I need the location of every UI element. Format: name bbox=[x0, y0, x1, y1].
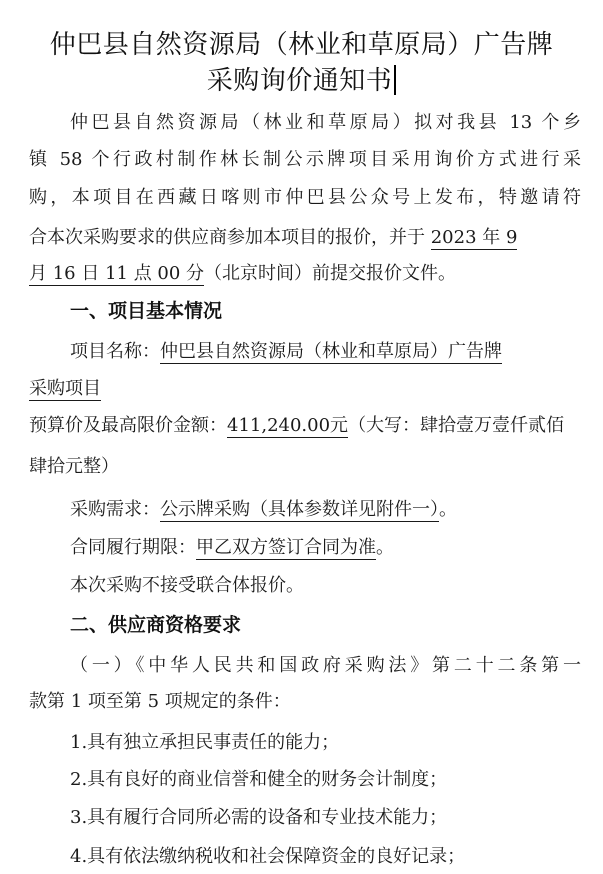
period-label: 合同履行期限： bbox=[70, 537, 196, 558]
section2-heading: 二、供应商资格要求 bbox=[70, 614, 242, 636]
demand-line bbox=[70, 498, 457, 522]
budget-caps: （大写：肆拾壹万壹仟贰佰 bbox=[348, 415, 565, 436]
period-end: 。 bbox=[376, 537, 394, 558]
deadline-date-part1: 2023 年 9 bbox=[430, 227, 518, 248]
intro-line-2: 镇 58 个行政村制作林长制公示牌项目采用询价方式进行采 bbox=[29, 149, 581, 170]
document-title-line2 bbox=[0, 60, 603, 97]
qualification-item-2: 2.具有良好的商业信誉和健全的财务会计制度； bbox=[70, 769, 448, 790]
project-name-line-2 bbox=[29, 377, 101, 401]
qualification-item-3: 3.具有履行合同所必需的设备和专业技术能力； bbox=[70, 807, 448, 828]
section1-heading: 一、项目基本情况 bbox=[70, 300, 223, 322]
project-name-value-2: 采购项目 bbox=[29, 378, 101, 399]
budget-label: 预算价及最高限价金额： bbox=[29, 415, 227, 436]
period-value: 甲乙双方签订合同为准 bbox=[196, 537, 376, 558]
project-name-value: 仲巴县自然资源局（林业和草原局）广告牌 bbox=[160, 341, 502, 362]
consortium-line: 本次采购不接受联合体报价。 bbox=[70, 575, 304, 596]
demand-end: 。 bbox=[439, 499, 457, 520]
intro-line-4-text: 合本次采购要求的供应商参加本项目的报价，并于 bbox=[29, 227, 431, 248]
intro-line-3: 购，本项目在西藏日喀则市仲巴县公众号上发布，特邀请符 bbox=[29, 187, 581, 208]
intro-line-5-text: （北京时间）前提交报价文件。 bbox=[204, 263, 457, 284]
intro-line-5 bbox=[29, 262, 456, 286]
budget-caps-line-2: 肆拾元整） bbox=[29, 456, 119, 477]
text-cursor bbox=[394, 65, 396, 95]
clause-line-1: （一）《中华人民共和国政府采购法》第二十二条第一 bbox=[70, 655, 581, 676]
demand-label: 采购需求： bbox=[70, 499, 160, 520]
intro-line-1: 仲巴县自然资源局（林业和草原局）拟对我县 13 个乡 bbox=[70, 112, 581, 133]
budget-line bbox=[29, 414, 564, 438]
qualification-item-4: 4.具有依法缴纳税收和社会保障资金的良好记录； bbox=[70, 846, 466, 867]
document-title-line2-text: 采购询价通知书 bbox=[206, 66, 393, 96]
qualification-item-1: 1.具有独立承担民事责任的能力； bbox=[70, 732, 340, 753]
document-title-line1: 仲巴县自然资源局（林业和草原局）广告牌 bbox=[49, 30, 554, 60]
intro-line-4 bbox=[29, 226, 517, 250]
period-line bbox=[70, 536, 394, 560]
project-name-line bbox=[70, 340, 502, 364]
demand-value: 公示牌采购（具体参数详见附件一） bbox=[160, 499, 439, 520]
clause-line-2: 款第 1 项至第 5 项规定的条件： bbox=[29, 691, 291, 712]
budget-value: 411,240.00元 bbox=[227, 415, 349, 436]
deadline-date-part2: 月 16 日 11 点 00 分 bbox=[29, 263, 205, 284]
project-name-label: 项目名称： bbox=[70, 341, 160, 362]
